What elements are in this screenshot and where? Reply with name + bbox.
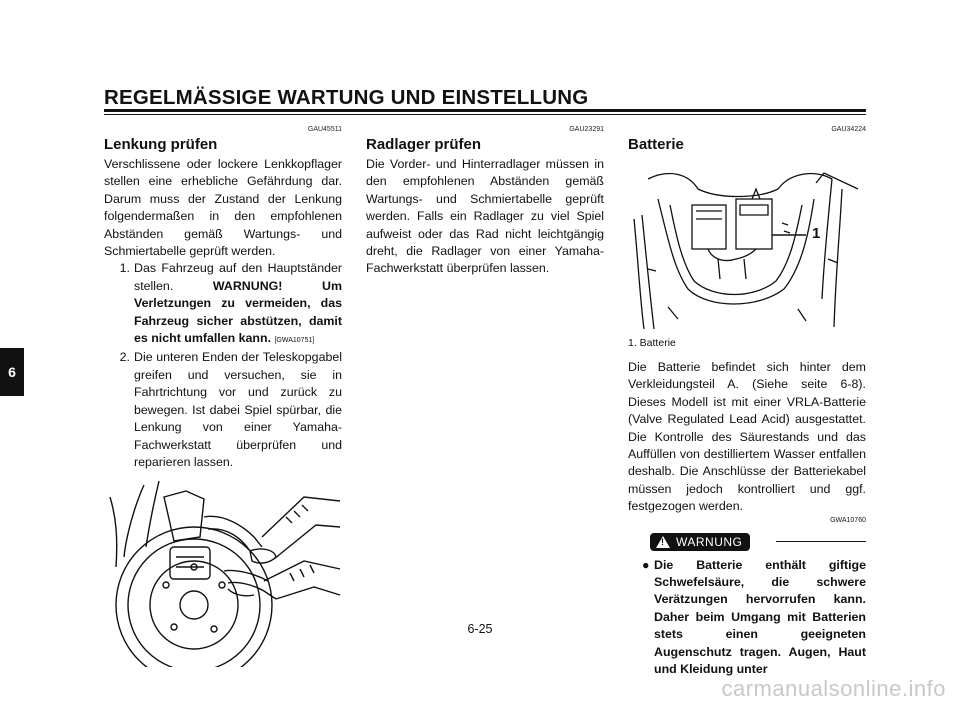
callout-number: 1: [812, 225, 821, 242]
figure-caption: 1. Batterie: [628, 337, 676, 349]
page-number: 6-25: [467, 622, 493, 636]
list-item-text: [134, 260, 342, 349]
watermark: carmanualsonline.info: [721, 676, 946, 701]
step-warning: WARNUNG! Um Verletzungen zu vermeiden, das Fahrzeug sicher abstützen, damit es nicht umfallen kann.: [134, 278, 342, 346]
section-intro: Verschlissene oder lockere Lenkkopflager stellen eine erhebliche Gefährdung dar. Darum muss der Zustand der Lenkung folgendermaßen in den empfohlenen Abständen gemäß Wartungs- und Schmiertabelle geprüft werden.: [104, 157, 342, 259]
bullet-icon: ●: [642, 557, 650, 572]
warning-triangle-icon: !: [656, 536, 670, 548]
header-rule-thin: [104, 114, 866, 115]
warning-code: [GWA10751]: [274, 337, 315, 345]
battery-illustration-wrap: [628, 159, 866, 331]
warning-text: Die Batterie enthält giftige Schwefelsäure, die schwere Verätzungen hervorrufen kann. Daher beim Umgang mit Batterien stets einen geeigneten Augenschutz tragen. Augen, Haut und Kleidung unter: [654, 557, 866, 677]
section-title: Radlager prüfen: [366, 136, 482, 153]
warning-label: WARNUNG: [676, 534, 743, 549]
battery-section: [628, 126, 866, 679]
section-title: Lenkung prüfen: [104, 136, 218, 153]
list-item: [104, 260, 342, 349]
header-rule: [104, 109, 866, 112]
section-code: GAU45511: [307, 126, 342, 133]
section-title: Batterie: [628, 136, 684, 153]
section-code: GAU34224: [831, 126, 866, 133]
step-text: Das Fahrzeug auf den Hauptständer stellen.: [134, 261, 342, 293]
page-header: REGELMÄSSIGE WARTUNG UND EINSTELLUNG: [104, 86, 589, 109]
section-code: GAU23291: [569, 126, 604, 133]
steering-check-illustration: [104, 477, 342, 667]
warning-rule: [776, 541, 866, 542]
warning-code: GWA10760: [830, 516, 866, 524]
warning-badge: [650, 533, 750, 551]
wheel-bearings-section: [366, 126, 604, 278]
steering-section: [104, 126, 342, 667]
battery-illustration: [628, 159, 866, 331]
section-body: Die Vorder- und Hinterradlager müssen in den empfohlenen Abständen gemäß Wartungs- und Schmiertabelle geprüft werden. Falls ein Radlager zu viel Spiel aufweist oder das Rad nicht leichtgängig dreht, die Radlager von einer Yamaha-Fachwerkstatt überprüfen lassen.: [366, 157, 604, 276]
chapter-tab: 6: [0, 348, 24, 396]
step-text: Die unteren Enden der Teleskopgabel greifen und versuchen, sie in Fahrtrichtung vor und zurück zu bewegen. Ist dabei Spiel spürbar, die Lenkung von einer Yamaha-Fachwerkstatt überprüfen und reparieren lassen.: [134, 350, 342, 469]
warning-bullet: [628, 557, 866, 679]
warning-header: [628, 533, 866, 551]
list-item: [104, 349, 342, 471]
list-item-number: 1.: [119, 261, 130, 276]
list-item-number: 2.: [119, 350, 130, 365]
section-body: Die Batterie befindet sich hinter dem Verkleidungsteil A. (Siehe seite 6-8). Dieses Modell ist mit einer VRLA-Batterie (Valve Regulated Lead Acid) ausgestattet. Die Kontrolle des Säurestands und das Auffüllen von destilliertem Wasser entfallen deshalb. Die Anschlüsse der Batteriekabel müssen jedoch kontrolliert und ggf. festgezogen werden.: [628, 360, 866, 514]
